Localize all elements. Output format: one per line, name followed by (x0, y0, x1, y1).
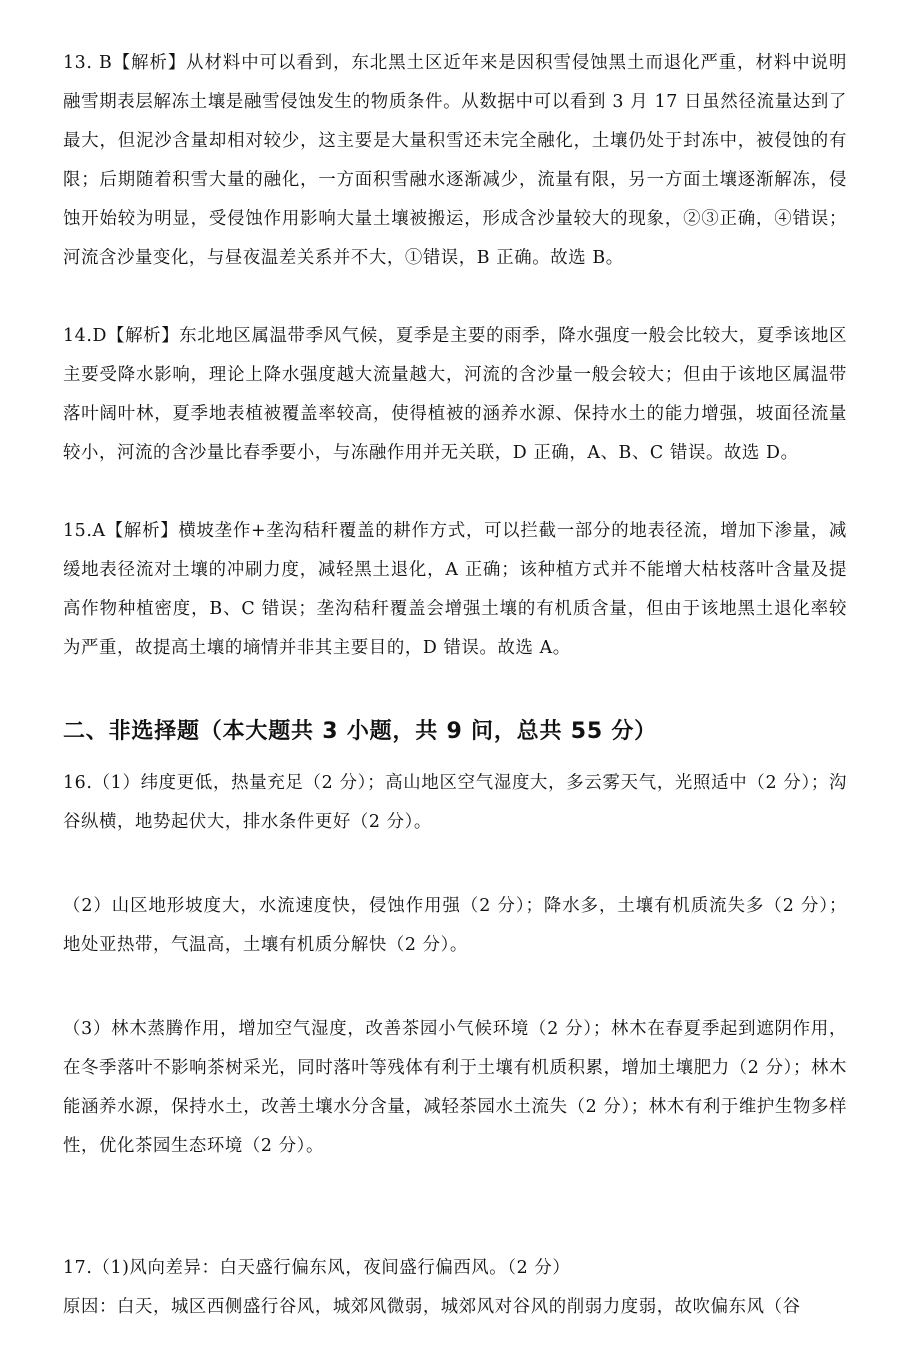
section-heading-non-choice: 二、非选择题（本大题共 3 小题，共 9 问，总共 55 分） (63, 719, 657, 744)
answer-16-part-1: 16.（1）纬度更低，热量充足（2 分）；高山地区空气湿度大，多云雾天气，光照适中（2 分）；沟谷纵横，地势起伏大，排水条件更好（2 分）。 (63, 773, 847, 832)
answer-16-part-2: （2）山区地形坡度大，水流速度快，侵蚀作用强（2 分）；降水多，土壤有机质流失多（2 分）；地处亚热带，气温高，土壤有机质分解快（2 分）。 (63, 896, 847, 955)
answer-16-part-3: （3）林木蒸腾作用，增加空气湿度，改善茶园小气候环境（2 分）；林木在春夏季起到遮阴作用，在冬季落叶不影响茶树采光，同时落叶等残体有利于土壤有机质积累，增加土壤肥力（2 分）；林木能涵养水源，保持水土，改善土壤水分含量，减轻茶园水土流失（2 分）；林木有利于维护生物多样性，优化茶园生态环境（2 分）。 (63, 1019, 847, 1156)
answer-13-explanation: 13. B【解析】从材料中可以看到，东北黑土区近年来是因积雪侵蚀黑土而退化严重，材料中说明融雪期表层解冻土壤是融雪侵蚀发生的物质条件。从数据中可以看到 3 月 17 日虽然径流量达到了最大，但泥沙含量却相对较少，这主要是大量积雪还未完全融化，土壤仍处于封冻中，被侵蚀的有限；后期随着积雪大量的融化，一方面积雪融水逐渐减少，流量有限，另一方面土壤逐渐解冻，侵蚀开始较为明显，受侵蚀作用影响大量土壤被搬运，形成含沙量较大的现象，②③正确，④错误；河流含沙量变化，与昼夜温差关系并不大，①错误，B 正确。故选 B。 (63, 53, 847, 268)
answer-14-explanation: 14.D【解析】东北地区属温带季风气候，夏季是主要的雨季，降水强度一般会比较大，夏季该地区主要受降水影响，理论上降水强度越大流量越大，河流的含沙量一般会较大；但由于该地区属温带落叶阔叶林，夏季地表植被覆盖率较高，使得植被的涵养水源、保持水土的能力增强，坡面径流量较小，河流的含沙量比春季要小，与冻融作用并无关联，D 正确，A、B、C 错误。故选 D。 (63, 326, 847, 463)
answer-17-part-1: 17.（1)风向差异：白天盛行偏东风，夜间盛行偏西风。（2 分） (63, 1258, 571, 1278)
answer-17-reason: 原因：白天，城区西侧盛行谷风，城郊风微弱，城郊风对谷风的削弱力度弱，故吹偏东风（谷 (63, 1297, 801, 1317)
answer-15-explanation: 15.A【解析】横坡垄作+垄沟秸秆覆盖的耕作方式，可以拦截一部分的地表径流，增加下渗量，减缓地表径流对土壤的冲刷力度，减轻黑土退化，A 正确；该种植方式并不能增大枯枝落叶含量及提高作物种植密度，B、C 错误；垄沟秸秆覆盖会增强土壤的有机质含量，但由于该地黑土退化率较为严重，故提高土壤的墒情并非其主要目的，D 错误。故选 A。 (63, 521, 847, 658)
